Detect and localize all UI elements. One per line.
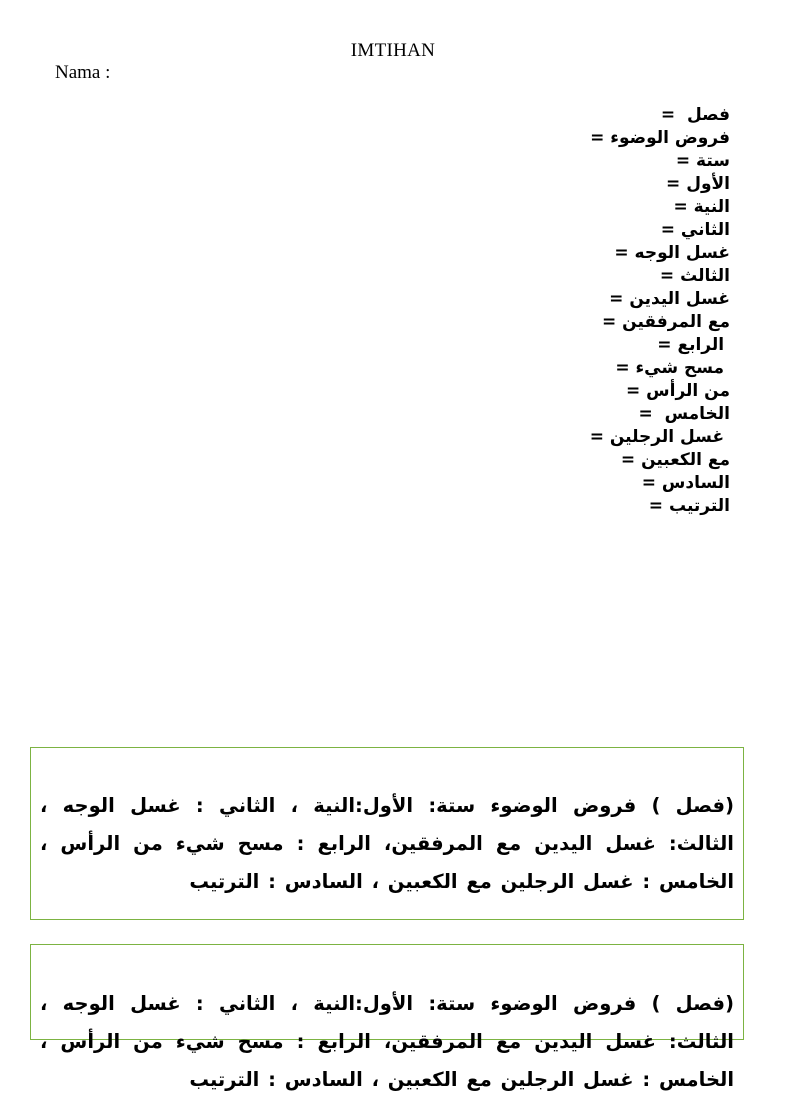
vocab-item: غسل الوجه = xyxy=(614,243,730,263)
vocab-item: من الرأس = xyxy=(626,381,730,401)
vocab-item: الترتيب = xyxy=(648,496,730,516)
vocab-item: الأول = xyxy=(666,174,730,194)
vocabulary-list xyxy=(590,104,730,518)
vocab-item: فصل = xyxy=(660,105,730,125)
vocab-item: الثاني = xyxy=(660,220,730,240)
text-box xyxy=(30,944,744,1091)
vocab-item: الخامس = xyxy=(638,404,730,424)
vocab-item: ستة = xyxy=(675,151,730,171)
vocab-item: الرابع = xyxy=(657,335,730,355)
text-box xyxy=(30,747,744,920)
vocab-item: مع الكعبين = xyxy=(620,450,730,470)
text-box-paragraph: (فصل ) فروض الوضوء ستة: الأول:النية ، الثاني : غسل الوجه ، الثالث: غسل اليدين مع المرفقين، الرابع : مسح شيء من الرأس ، الخامس : غسل الرجلين مع الكعبين ، السادس : الترتيب xyxy=(40,992,734,1091)
vocab-item: فروض الوضوء = xyxy=(590,128,730,148)
vocab-item: الثالث = xyxy=(659,266,730,286)
text-box-paragraph: (فصل ) فروض الوضوء ستة: الأول:النية ، الثاني : غسل الوجه ، الثالث: غسل اليدين مع المرفقين، الرابع : مسح شيء من الرأس ، الخامس : غسل الرجلين مع الكعبين ، السادس : الترتيب xyxy=(40,794,734,893)
vocab-item: النية = xyxy=(673,197,730,217)
name-label: Nama : xyxy=(55,62,111,83)
vocab-item: غسل اليدين = xyxy=(609,289,730,309)
vocab-item: مع المرفقين = xyxy=(601,312,730,332)
page-title: IMTIHAN xyxy=(350,40,436,61)
vocab-item: السادس = xyxy=(641,473,730,493)
vocab-item: غسل الرجلين = xyxy=(589,427,730,447)
vocab-item: مسح شيء = xyxy=(615,358,730,378)
